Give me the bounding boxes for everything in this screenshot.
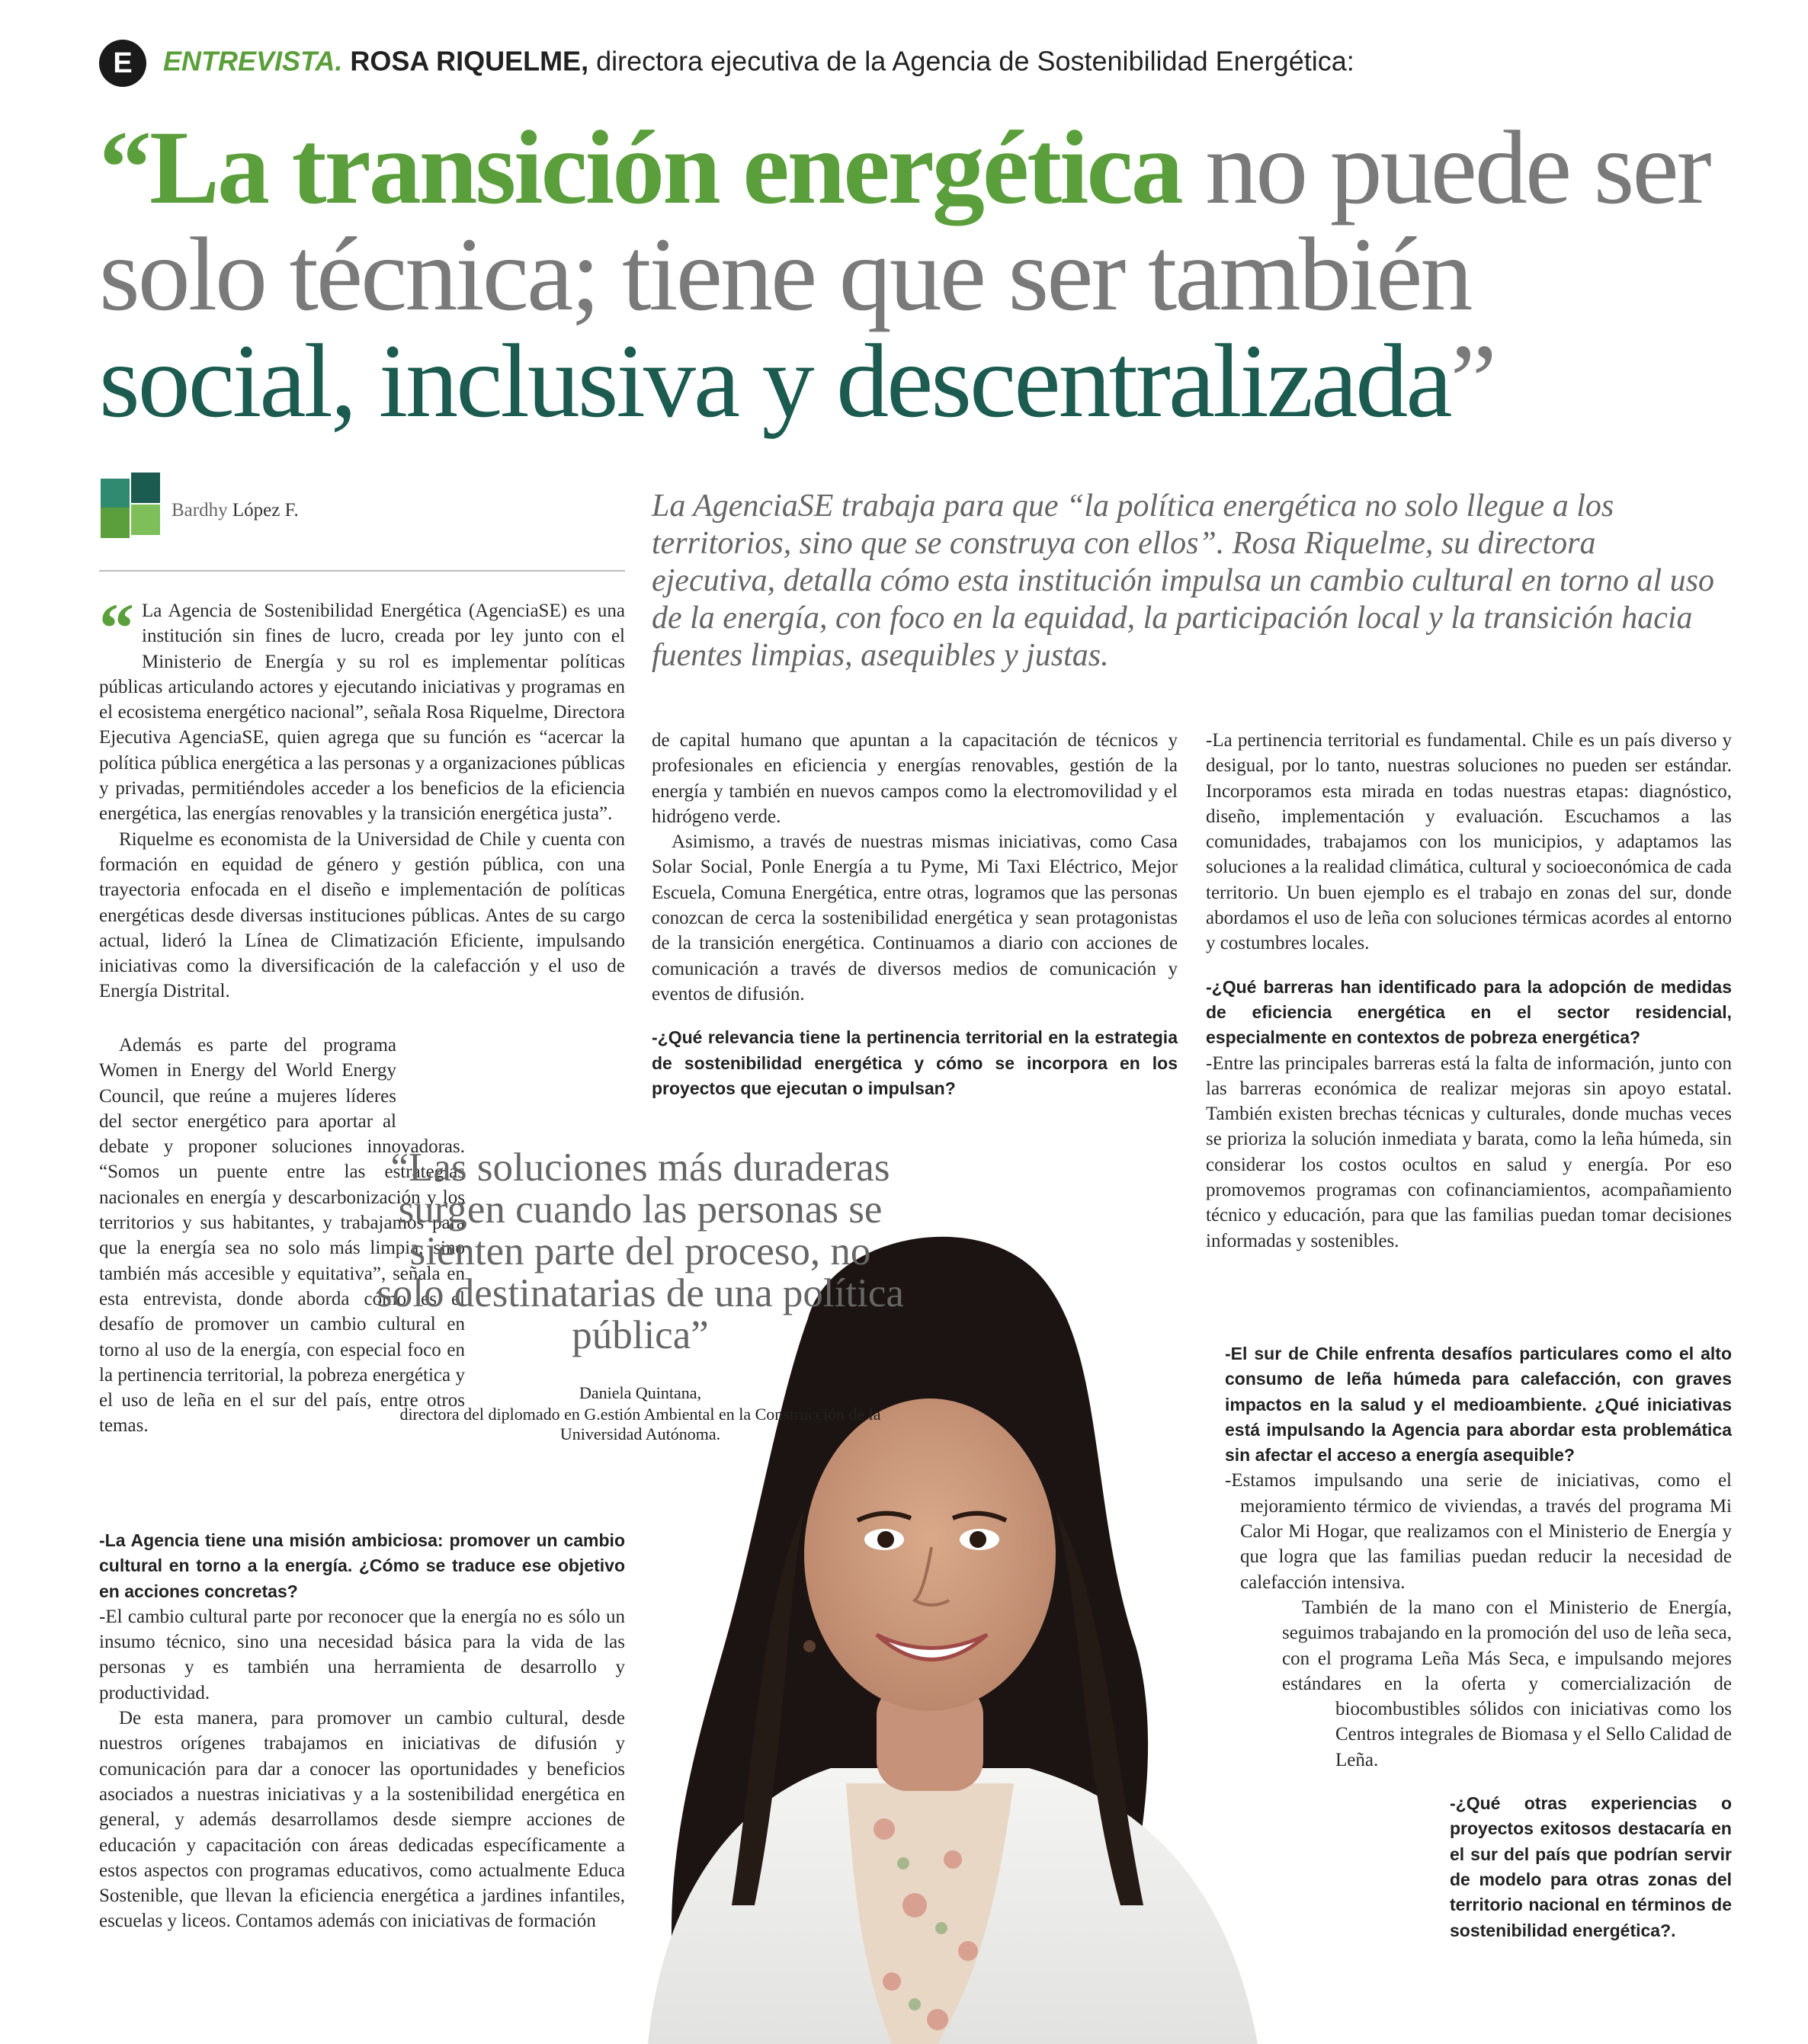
pull-quote-attribution-role: directora del diplomado en G.estión Ambiental en la Construcción de la Universidad Autónoma. bbox=[399, 1405, 881, 1443]
col1-answer-1: -El cambio cultural parte por reconocer que la energía no es sólo un insumo técnico, sino una necesidad básica para la vida de las personas y es también una herramienta de desarrollo y productividad. bbox=[99, 1606, 625, 1703]
pull-quote: “Las soluciones más duraderas surgen cuando las personas se sienten parte del proceso, no solo destinatarias de una política pública” bbox=[377, 1145, 904, 1357]
headline-teal: social, inclusiva y descentralizada bbox=[99, 322, 1451, 439]
shape-spacer-6 bbox=[1206, 1700, 1335, 1814]
col1-paragraph-3: Además es parte del programa Women in Energy del World Energy Council, que reúne a mujeres líderes del sector energético para aportar al debate y proponer soluciones innovadoras. “Somos un puente entre las estrategias nacionales en energía y descarbonización y los territorios y sus habitantes, y trabajamos para que la energía sea no solo más limpia, sino también más accesible y equitativa”, señala en esta entrevista, donde aborda cómo es el desafío de promover un cambio cultural en torno al uso de la energía, con especial foco en la pertinencia territorial, la pobreza energética y el uso de leña en el sur del país, entre otros temas. bbox=[99, 1035, 465, 1437]
byline-first: Bardhy bbox=[172, 500, 228, 521]
col3-question-3: -El sur de Chile enfrenta desafíos particulares como el alto consumo de leña húmeda para calefacción, con graves impactos en la salud y el medioambiente. ¿Qué iniciativas está impulsando la Agencia para abordar esta problemática sin afectar el acceso a energía asequible? bbox=[1225, 1344, 1732, 1466]
headline-green: La transición energética bbox=[149, 109, 1181, 226]
shape-spacer-1 bbox=[396, 1033, 625, 1132]
shape-spacer-4 bbox=[1206, 1501, 1240, 1600]
col2-paragraph-1: de capital humano que apuntan a la capacitación de técnicos y profesionales en eficiencia y energías renovables, gestión de la energía y también en nuevos campos como la electromovilidad y el hidrógeno verde. bbox=[652, 730, 1178, 827]
col1-question-1: -La Agencia tiene una misión ambiciosa: promover un cambio cultural en torno a la energía. ¿Cómo se traduce ese objetivo en acciones concretas? bbox=[99, 1530, 625, 1601]
col1-paragraph-2: Riquelme es economista de la Universidad de Chile y cuenta con formación en equidad de género y gestión pública, con una trayectoria enfocada en el diseño e implementación de políticas energéticas desde diversas instituciones públicas. Antes de su cargo actual, lideró la Línea de Climatización Eficiente, impulsando iniciativas como la diversificación de la calefacción y el uso de Energía Distrital. bbox=[99, 828, 625, 1002]
drop-quote-mark: “ bbox=[99, 589, 134, 667]
col3-question-4: -¿Qué otras experiencias o proyectos exitosos destacaría en el sur del país que podrían servir de modelo para otras zonas del territorio nacional en términos de sostenibilidad energética?. bbox=[1450, 1793, 1732, 1940]
interviewee-role: directora ejecutiva de la Agencia de Sostenibilidad Energética: bbox=[596, 45, 1354, 77]
headline-quote-open: “ bbox=[99, 109, 149, 226]
col2-paragraph-2: Asimismo, a través de nuestras mismas iniciativas, como Casa Solar Social, Ponle Energía a tu Pyme, Mi Taxi Eléctrico, Mejor Escuela, Comuna Energética, entre otras, logramos que las personas conozcan de cerca la sostenibilidad energética y sean protagonistas de la transición energética. Continuamos a diario con acciones de comunicación a través de diversos medios de comunicación y eventos de difusión. bbox=[652, 831, 1178, 1004]
col3-answer-2: -Entre las principales barreras está la falta de información, junto con las barreras económica de realizar mejoras sin apoyo estatal. También existen brechas técnicas y culturales, donde muchas veces se prioriza la solución inmediata y barata, como la leña húmeda, sin considerar los costos ocultos en salud y energía. Por eso promovemos programas con cofinanciamientos, acompañamiento técnico y educación, para que las familias puedan tomar decisiones informadas y sostenibles. bbox=[1206, 1052, 1732, 1251]
agencia-logo-icon bbox=[101, 473, 162, 537]
headline-quote-close: ” bbox=[1450, 322, 1495, 439]
byline-last: López F. bbox=[232, 500, 299, 521]
column-3-lower bbox=[1206, 1341, 1732, 2042]
col3-answer-1: -La pertinencia territorial es fundamental. Chile es un país diverso y desigual, por lo tanto, nuestras soluciones no pueden ser estándar. Incorporamos esta mirada en todas nuestras etapas: diagnóstico, diseño, implementación y evaluación. Escuchamos a las comunidades, trabajamos con los municipios, y adaptamos las soluciones a la realidad climática, cultural y socioeconómica de cada territorio. Un buen ejemplo es el trabajo en zonas del sur, donde abordamos el uso de leña con soluciones térmicas acordes al entorno y costumbres locales. bbox=[1206, 730, 1732, 954]
col2-question-1: -¿Qué relevancia tiene la pertinencia territorial en la estrategia de sostenibilidad energética y cómo se incorpora en los proyectos que ejecutan o impulsan? bbox=[652, 1027, 1178, 1098]
lead-paragraph: La AgenciaSE trabaja para que “la política energética no solo llegue a los territorios, sino que se construya con ellos”. Rosa Riquelme, su directora ejecutiva, detalla cómo esta institución impulsa un cambio cultural en torno al uso de la energía, con foco en la equidad, la participación local y la transición hacia fuentes limpias, asequibles y justas. bbox=[652, 489, 1714, 673]
column-2 bbox=[652, 728, 1178, 1101]
shape-spacer-7 bbox=[1206, 1814, 1450, 2042]
col1-paragraph-1: La Agencia de Sostenibilidad Energética (AgenciaSE) es una institución sin fines de lucro, creada por ley junto con el Ministerio de Energía y su rol es implementar políticas públicas articulando actores y ejecutando iniciativas y programas en el ecosistema energético nacional”, señala Rosa Riquelme, Directora Ejecutiva AgenciaSE, quien agrega que su función es “acercar la política pública energética a las personas y a organizaciones públicas y privadas, permitiéndoles acceder a los beneficios de la eficiencia energética, las energías renovables y la transición energética justa”. bbox=[99, 601, 625, 825]
shape-spacer-3 bbox=[1206, 1341, 1225, 1501]
interviewee-name: ROSA RIQUELME, bbox=[350, 45, 589, 77]
byline bbox=[172, 500, 299, 521]
headline bbox=[99, 109, 1730, 439]
headline-gray: no puede ser solo técnica; tiene que ser también bbox=[99, 109, 1710, 332]
shape-spacer-5 bbox=[1206, 1600, 1282, 1700]
col3-answer-3: -Estamos impulsando una serie de iniciativas, como el mejoramiento térmico de viviendas, a través del programa Mi Calor Mi Hogar, que realizamos con el Ministerio de Energía y que logra que las familias puedan reducir la necesidad de calefacción intensiva. bbox=[1225, 1470, 1732, 1593]
col1-paragraph-4: De esta manera, para promover un cambio cultural, desde nuestros orígenes trabajamos en iniciativas de difusión y comunicación para dar a conocer las oportunidades y beneficios asociados a nuestras iniciativas y a la sostenibilidad energética en general, y además desarrollamos desde siempre acciones de educación y capacitación con áreas dedicadas específicamente a estos aspectos con programas educativos, como actualmente Educa Sostenible, que llevan la eficiencia energética a jardines infantiles, escuelas y liceos. Contamos además con iniciativas de formación bbox=[99, 1708, 625, 1932]
column-3-upper bbox=[1206, 728, 1732, 1254]
section-kicker bbox=[99, 40, 1354, 87]
section-badge: E bbox=[99, 40, 146, 87]
byline-divider bbox=[99, 570, 625, 572]
column-1-lower bbox=[99, 1528, 625, 1934]
pull-quote-attribution-name: Daniela Quintana, bbox=[579, 1383, 702, 1402]
section-label: ENTREVISTA. bbox=[163, 45, 343, 77]
col3-paragraph-1: También de la mano con el Ministerio de Energía, seguimos trabajando en la promoción del uso de leña seca, con el programa Leña Más Seca, e impulsando mejores estándares en la oferta y comercialización de biocombustibles sólidos con iniciativas como los Centros integrales de Biomasa y el Sello Calidad de Leña. bbox=[1282, 1597, 1732, 1770]
col3-question-2: -¿Qué barreras han identificado para la adopción de medidas de eficiencia energética en el sector residencial, especialmente en contextos de pobreza energética? bbox=[1206, 976, 1732, 1048]
column-1-upper bbox=[99, 589, 625, 1004]
